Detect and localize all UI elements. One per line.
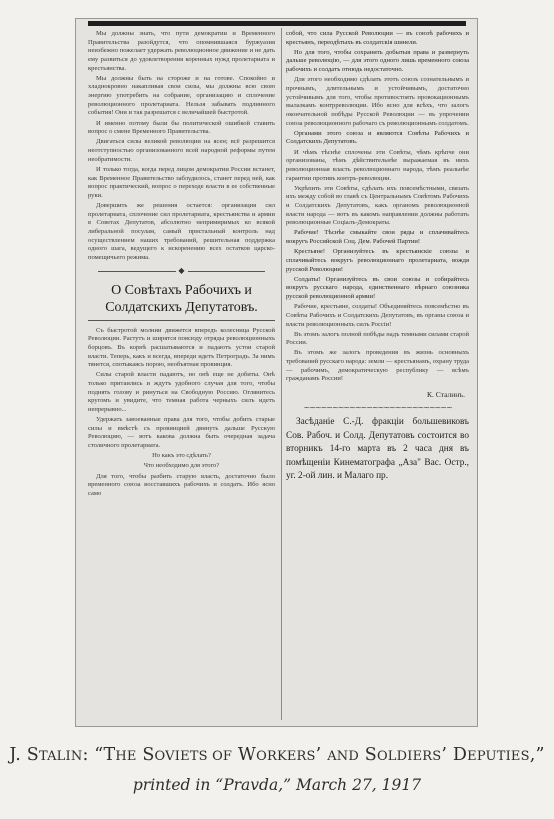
meeting-notice: Засѣданіе С.-Д. фракціи большевиковъ Сов. Рабоч. и Солд. Депутатовъ состоится во вторникъ 14-го марта въ 2 часа дня въ помѣщеніи Кинематографа „Аза" Вас. Остр., уг. 2-ой лин. и Малаго пр. [286, 417, 469, 482]
caption-part: HE [115, 749, 137, 764]
body-paragraph: Для того, чтобы разбить старую власть, достаточно было временного союза восставшихъ рабочихъ и солдатъ. Ибо ясно само [88, 472, 275, 497]
caption-part: OVIETS OF [154, 749, 233, 764]
body-paragraph: Органами этого союза и являются Совѣты Рабочихъ и Солдатскихъ Депутатовъ. [286, 129, 469, 146]
ornamental-separator [88, 266, 275, 276]
body-paragraph: Для этого необходимо сдѣлать этотъ союзъ сознательнымъ и прочнымъ, длительнымъ и устойчивымъ, достаточно устойчивымъ для того, чтобы противостоять провокационнымъ вылазкамъ контрреволюции. Ибо ясно для всѣхъ, что залогъ окончательной побѣды Русской Революции — въ упрочении союза революционного рабочаго съ революционнымъ солдатомъ. [286, 76, 469, 127]
caption-part: ’ D [441, 745, 468, 765]
newspaper-right-column [286, 30, 469, 720]
wavy-divider: ~~~~~~~~~~~~~~~~~~~~~~~~~~ [303, 403, 452, 413]
caption-part: EPUTIES [467, 749, 530, 764]
body-paragraph: Въ этомъ же залогъ проведения въ жизнь основныхъ требований русскаго народа: земли — крестьянамъ, охрану труда — рабочимъ, демократическую республику — всѣмъ гражданамъ России! [286, 349, 469, 383]
caption-part: J. S [9, 745, 39, 765]
body-paragraph: И именно потому были бы политической ошибкой ставить вопрос о смене Временного Правительства. [88, 119, 275, 136]
article-headline: О Совѣтахъ Рабочихъ и Солдатскихъ Депутатовъ. [105, 282, 258, 315]
body-paragraph: Мы должны знать, что пути демократии и Временного Правительства разойдутся, что опомнившаяся буржуазия неизбежно пожелает удержать революционное движение и не дать ему развиться до удовлетворения коренных нужд пролетариата и крестьянства. [88, 30, 275, 72]
body-paragraph: Что необходимо для этого? [143, 462, 220, 470]
caption-part: W [232, 745, 257, 765]
caption-part: OLDIERS [376, 749, 442, 764]
caption-part: S [358, 745, 377, 765]
body-paragraph: Мы должны быть на стороже и на готове. Спокойно и хладнокровно накапливая свои силы, мы должны всю свою энергию употребить на собрание, организацию и сплочение революционного пролетариата. Нельзя забывать подлинного события! Они и так разрешатся с величайшей быстротой. [88, 74, 275, 117]
body-paragraph: И только тогда, когда перед лицом демократии России встанет, как Временное Правительство заблудилось, станет перед ней, как вопрос практический, вопрос о переходе власти в ее собственные руки. [88, 165, 275, 199]
body-paragraph: Силы старой власти падаютъ, но онѣ еще не добиты. Онѣ только притаились и ждутъ удобного случая для того, чтобы поднять голову и ринуться на Свободную Россию. Оглянитесь кругомъ и увидите, что темная работа черныхъ силъ идетъ непрерывно... [88, 371, 275, 413]
caption-part: ’ [315, 745, 328, 765]
body-paragraph: Но какъ это сдѣлать? [152, 452, 211, 460]
column-rule [281, 28, 282, 720]
body-paragraph: Укрѣпить эти Совѣты, сдѣлать ихъ повсемѣстными, связать ихъ между собой во главѣ съ Центральнымъ Совѣтомъ Рабочихъ и Солдатскихъ Депутатовъ, какъ органомъ революционной власти народа — вотъ въ какомъ направлении должны работать революционные Соціалъ-Демократы. [286, 184, 469, 227]
body-paragraph: Въ этомъ залогъ полной побѣды надъ темными силами старой России. [286, 330, 469, 347]
body-paragraph: Солдаты! Организуйтесь въ свои союзы и собирайтесь вокругъ русскаго народа, единственнаго вѣрнаго союзника русской революционной армии! [286, 275, 469, 301]
newspaper-top-bar [88, 21, 466, 26]
caption-part: ORKERS [256, 749, 316, 764]
caption-part: ,” [529, 745, 545, 765]
body-paragraph: Двигаться силы великой революции на ясен; всё разрешится неотступностью организованного всей народной реформы путем необратимости. [88, 138, 275, 163]
body-paragraph: Крестьяне! Организуйтесь въ крестьянскіе союзы и сплачивайтесь вокругъ революционнаго пролетариата, вождя русской Революции! [286, 248, 469, 273]
diamond-ornament-icon: ◆ [175, 266, 187, 276]
body-paragraph: Съ быстротой молнии движется впередъ колесница Русской Революции. Растутъ и ширятся повсюду отряды революционныхъ борцовъ. Въ корнѣ расшатываются и падаютъ устои старой власти. Теперь, какъ и всегда, впереди идетъ Петроградъ. За нимъ тянется, спотыкаясь порою, необъятная провинция. [88, 326, 275, 369]
body-paragraph: собой, что сила Русской Революции — въ союзѣ рабочихъ и крестьянъ, переодѣтыхъ въ солдатскія шинели. [286, 30, 469, 46]
caption-part: : “T [82, 745, 116, 765]
body-paragraph: Но для того, чтобы сохранить добытыя права и развернуть дальше революцію, — для этого одного лишь временного союза рабочихъ и солдатъ отнюдь недостаточно. [286, 48, 469, 74]
caption-title [0, 745, 554, 765]
newspaper-left-column [88, 30, 275, 720]
body-paragraph: И чѣмъ тѣснѣе сплочены эти Совѣты, чѣмъ крѣпче они организованы, тѣмъ дѣйствительнѣе выражаемая въ нихъ революционная власть революционнаго народа, тѣмъ реальнѣе гарантии противъ контръ-революции. [286, 148, 469, 182]
body-paragraph: Рабочие, крестьяне, солдаты! Объединяйтесь повсемѣстно въ Совѣты Рабочихъ и Солдатскихъ Депутатовъ, въ органы союза и власти революционныхъ силъ Россіи! [286, 303, 469, 328]
body-paragraph: Удержать завоеванные права для того, чтобы добить старые силы и вмѣстѣ съ провинцией двинуть дальше Русскую Революцию, — вотъ какова должна быть очередная задача столичного пролетариата. [88, 416, 275, 450]
body-paragraph: Рабочие! Тѣснѣе смыкайте свои ряды и сплачивайтесь вокругъ Российской Соц. Дем. Рабочей Партии! [286, 229, 469, 246]
headline-rule [88, 320, 275, 321]
author-signature: К. Сталинъ. [427, 390, 465, 400]
caption-part: TALIN [38, 749, 83, 764]
caption-subtitle: printed in “Pravda,” March 27, 1917 [132, 776, 422, 794]
caption-part: S [136, 745, 155, 765]
body-paragraph: Довершить же решения остается: организация сил пролетариата, сплочение сил пролетариата, крестьянства и армии в Советах Депутатов, абсолютно непримиримых ко всякой либеральной посулам, самый пристальный контроль над осуществлением наших требований, решительная поддержка одного шага, ведущего к искоренению всех остатков царско-помещичьего режима. [88, 201, 275, 261]
caption-part: AND [327, 749, 359, 764]
